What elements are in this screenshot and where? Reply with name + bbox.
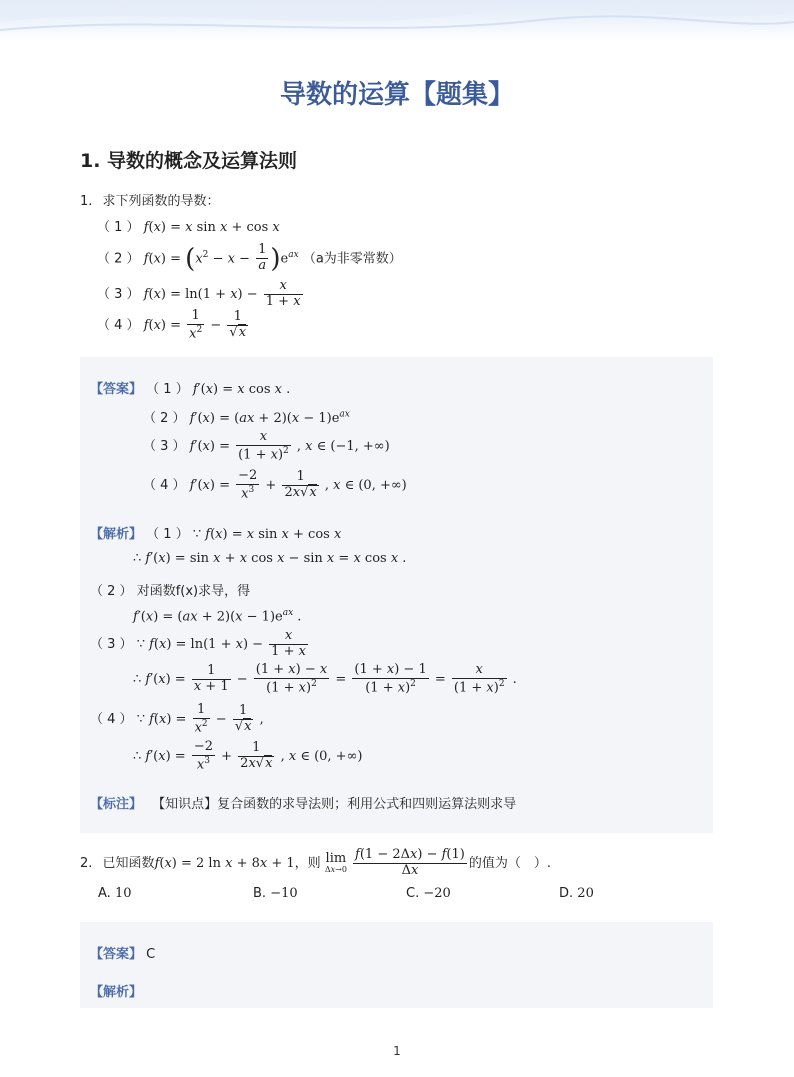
analysis-2 [90, 981, 142, 1000]
analysis-tag: 【解析】 [90, 527, 143, 542]
analysis-1-line-8: ∴ f′(x) = $\frac{-2}{x^3}$ + $\frac{1}{2x√x}$ , x ∈ (0, +∞) [133, 738, 363, 773]
item-label: （ 3 ） [97, 287, 140, 302]
note-text: 【知识点】复合函数的求导法则；利用公式和四则运算法则求导 [152, 797, 517, 812]
item-note: （a为非零常数） [302, 251, 402, 267]
answer-2 [90, 943, 155, 962]
answer-1-line-4: （ 4 ） f′(x) = $\frac{-2}{x^3}$ + $\frac{1}{2x√x}$ , x ∈ (0, +∞) [143, 467, 407, 502]
analysis-1-line-5: （ 3 ） ∵ f(x) = ln(1 + x) − $\frac{x}{1 + x}$ [90, 628, 306, 659]
fraction: $\frac{1}{√x}$ [229, 309, 247, 340]
analysis-1-line-6: ∴ f′(x) = $\frac{1}{x + 1}$ − $\frac{(1 + x) - x}{(1 + x)^2}$ = $\frac{(1 + x) - 1}{(1 + x)^2}$ = $\frac{x}{(1 + x)^2}$ . [133, 661, 517, 696]
answer-1-line-2: （ 2 ） $f'(x) = (ax + 2)(x - 1)e^{ax}$ [143, 409, 350, 426]
answer-tag: 【答案】 [90, 382, 143, 397]
header-wave-decoration [0, 0, 794, 40]
answer-value: C [146, 947, 156, 962]
question-number: 2. [80, 856, 93, 871]
item-label: （ 2 ） [97, 251, 140, 267]
formula: f [143, 220, 149, 235]
document-title: 导数的运算【题集】 [279, 80, 514, 110]
fraction: $\frac{x}{1 + x}$ [265, 278, 301, 309]
option-c[interactable]: C. −20 [406, 886, 451, 901]
fraction: $\frac{1}{a}$ [258, 242, 267, 274]
fraction: $\frac{1}{x^2}$ [189, 307, 203, 342]
question-number: 1. [80, 194, 93, 209]
question-1-item-1: （ 1 ） f(x) = x sin x + cos x [97, 220, 280, 235]
analysis-tag: 【解析】 [90, 985, 143, 1000]
note-tag: 【标注】 [90, 797, 143, 812]
section-title: 1. 导数的概念及运算法则 [80, 150, 298, 172]
answer-1-line-1: 【答案】 （ 1 ） f′(x) = x cos x . [90, 382, 291, 397]
answer-tag: 【答案】 [90, 947, 143, 962]
question-1-item-4: （ 4 ） f(x) = $\frac{1}{x^2}$ − $\frac{1}{√x}$ [97, 307, 247, 342]
option-b[interactable]: B. −10 [253, 886, 298, 901]
question-1-item-2: （ 2 ） $f(x) = (x^2 - x$ − $\frac{1}{a}$ )$e^{ax}$ （a为非零常数） [97, 242, 402, 274]
question-1-item-3: （ 3 ） f(x) = ln(1 + x) − $\frac{x}{1 + x}$ [97, 278, 301, 309]
option-a[interactable]: A. 10 [98, 886, 132, 901]
header-band [0, 0, 794, 40]
item-label: （ 4 ） [97, 318, 140, 333]
analysis-1-line-1: 【解析】 （ 1 ） ∵ f(x) = x sin x + cos x [90, 527, 342, 542]
page-number: 1 [393, 1044, 401, 1058]
answer-1-line-3: （ 3 ） f′(x) = $\frac{x}{(1 + x)^2}$ , x ∈ (−1, +∞) [143, 428, 390, 463]
analysis-1-line-2: ∴ f′(x) = sin x + x cos x − sin x = x cos x . [133, 551, 407, 566]
analysis-1-line-7: （ 4 ） ∵ f(x) = $\frac{1}{x^2}$ − $\frac{1}{√x}$ , [90, 701, 264, 736]
option-d[interactable]: D. 20 [559, 886, 594, 901]
question-1-stem [80, 190, 220, 209]
question-2-stem: 2. 已知函数f(x) = 2 ln x + 8x + 1，则 lim Δx→0 $\frac{f(1 - 2\Delta x) - f(1)}{\Delta x}$ 的值为（ ）. [80, 847, 551, 878]
analysis-1-line-3: （ 2 ） 对函数f(x)求导，得 [90, 584, 251, 599]
analysis-1-line-4: $f'(x) = (ax + 2)(x - 1)e^{ax}$ . [133, 608, 302, 625]
answer-box-2 [80, 922, 713, 1008]
note-1 [90, 793, 516, 812]
question-text: 求下列函数的导数： [102, 194, 220, 209]
item-label: （ 1 ） [97, 220, 140, 235]
